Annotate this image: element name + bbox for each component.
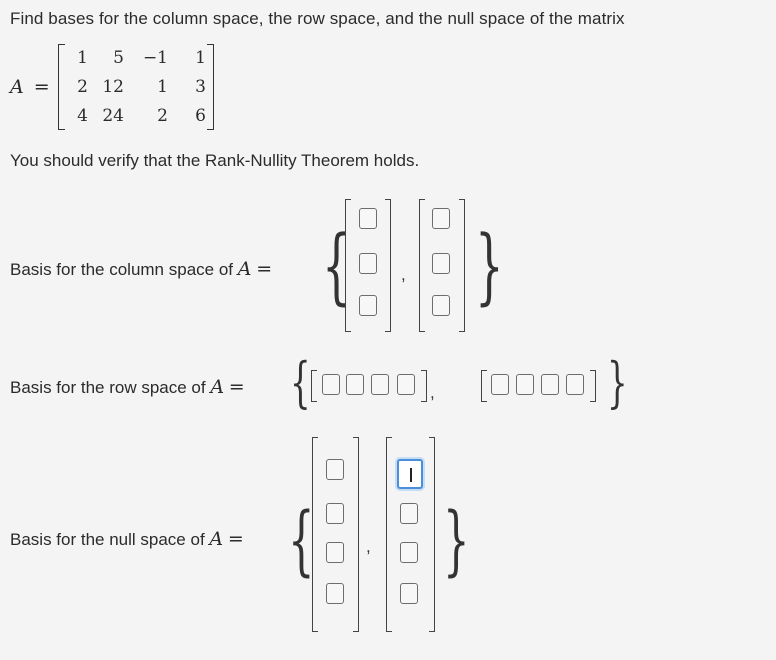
question-text: Find bases for the column space, the row space, and the null space of the matrix [10,9,625,28]
row-space-close-brace: } [607,351,628,414]
column-vector-2-entry-3[interactable] [432,295,450,316]
null-space-close-brace: } [443,495,470,584]
matrix-cell: 1 [157,77,168,97]
row-vector-2-entry-3[interactable] [541,374,559,395]
row-vector-2-entry-1[interactable] [491,374,509,395]
matrix-name: A [10,76,24,98]
null-vector-2-left-bracket [386,437,392,632]
matrix-cell: 2 [157,106,168,126]
matrix-cell: 1 [195,48,206,68]
matrix-a [58,44,214,130]
null-vector-1-entry-4[interactable] [326,583,344,604]
row-vector-1-entry-3[interactable] [371,374,389,395]
column-space-comma: , [401,265,406,284]
row-vector-1-right-bracket [421,370,427,402]
null-space-label [10,528,244,550]
matrix-cell: 2 [77,77,88,97]
matrix-cell: 4 [77,106,88,126]
row-space-var: A [210,376,225,398]
row-vector-1-entry-4[interactable] [397,374,415,395]
text-cursor [410,468,412,482]
row-vector-1-left-bracket [311,370,317,402]
null-vector-1-right-bracket [353,437,359,632]
null-vector-1-entry-2[interactable] [326,503,344,524]
null-space-var: A [209,528,224,550]
row-vector-2-left-bracket [481,370,487,402]
matrix-right-bracket [207,44,214,130]
null-vector-2-entry-1[interactable] [397,459,423,489]
null-space-label-text: Basis for the null space of [10,530,205,549]
column-space-close-brace: } [475,219,504,314]
column-space-var: A [237,258,252,280]
matrix-cell: −1 [142,48,168,68]
column-vector-2-entry-1[interactable] [432,208,450,229]
null-vector-1-entry-3[interactable] [326,542,344,563]
column-space-label-text: Basis for the column space of [10,260,234,279]
matrix-cell: 1 [77,48,88,68]
row-space-label-text: Basis for the row space of [10,378,206,397]
null-vector-1-entry-1[interactable] [326,459,344,480]
null-vector-1-left-bracket [312,437,318,632]
row-vector-2-right-bracket [590,370,596,402]
matrix-equals: = [33,76,50,98]
column-vector-1-left-bracket [345,199,351,332]
row-space-equals: = [228,376,245,398]
row-vector-2-entry-4[interactable] [566,374,584,395]
row-vector-1-entry-1[interactable] [322,374,340,395]
matrix-cell: 24 [102,106,124,126]
null-space-open-brace: { [288,495,315,584]
null-vector-2-entry-2[interactable] [400,503,418,524]
null-vector-2-entry-4[interactable] [400,583,418,604]
null-vector-2-entry-3[interactable] [400,542,418,563]
column-space-equals: = [256,258,273,280]
column-vector-1-right-bracket [385,199,391,332]
column-vector-2-right-bracket [459,199,465,332]
column-space-label [10,258,272,280]
column-vector-2-entry-2[interactable] [432,253,450,274]
column-vector-1-entry-1[interactable] [359,208,377,229]
column-space-open-brace: { [322,219,351,314]
row-space-label [10,376,245,398]
row-space-comma: , [430,383,435,402]
matrix-cell: 6 [195,106,206,126]
verify-text: You should verify that the Rank-Nullity Theorem holds. [10,151,420,170]
matrix-label [10,76,50,98]
row-vector-1-entry-2[interactable] [346,374,364,395]
matrix-cell: 3 [195,77,206,97]
null-space-comma: , [366,537,371,556]
null-space-equals: = [227,528,244,550]
column-vector-2-left-bracket [419,199,425,332]
row-vector-2-entry-2[interactable] [516,374,534,395]
column-vector-1-entry-2[interactable] [359,253,377,274]
column-vector-1-entry-3[interactable] [359,295,377,316]
matrix-cell: 5 [113,48,124,68]
null-vector-2-right-bracket [429,437,435,632]
matrix-cell: 12 [102,77,124,97]
row-space-open-brace: { [290,351,311,414]
